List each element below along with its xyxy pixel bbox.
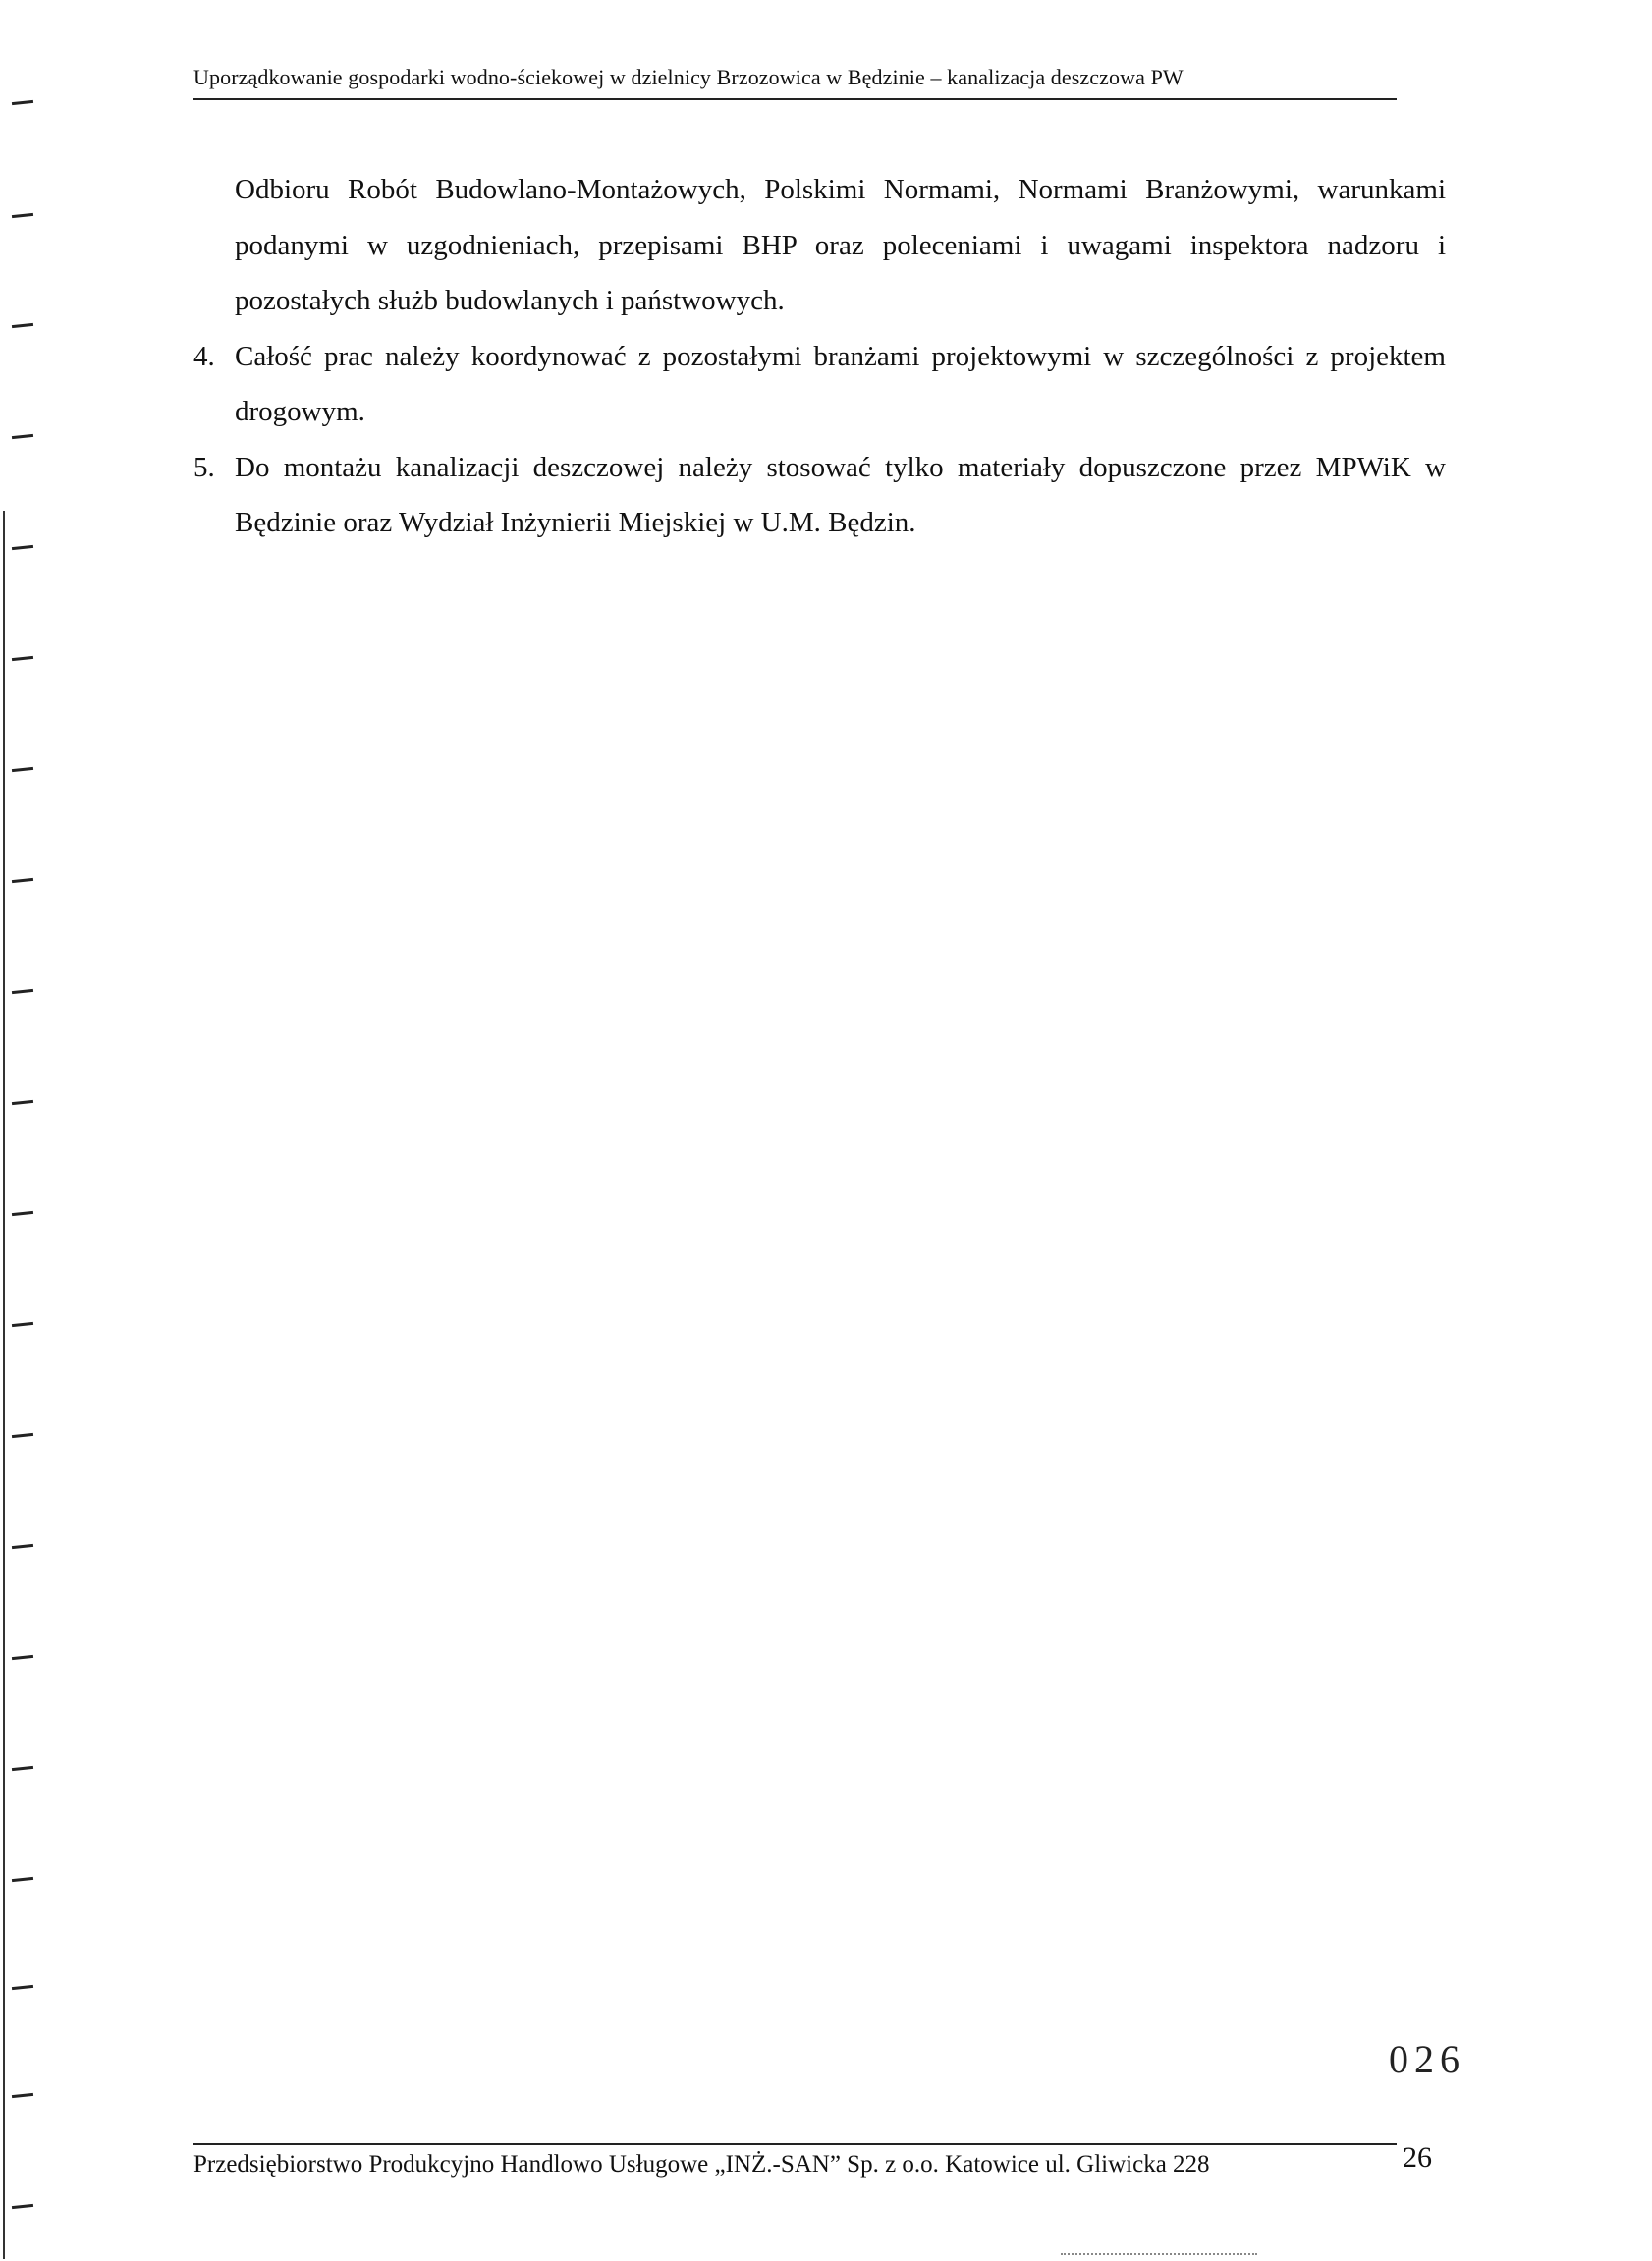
binding-mark [12, 1100, 33, 1105]
binding-edge [3, 511, 5, 2259]
continued-paragraph: Odbioru Robót Budowlano-Montażowych, Polskimi Normami, Normami Branżowymi, warunkami podanymi w uzgodnieniach, przepisami BHP oraz poleceniami i uwagami inspektora nadzoru i pozostałych służb budowlanych i państwowych. [235, 174, 1446, 316]
footer-company: Przedsiębiorstwo Produkcyjno Handlowo Usługowe „INŻ.-SAN” Sp. z o.o. Katowice ul. Gliwicka 228 [193, 2151, 1210, 2178]
binding-mark [12, 1766, 33, 1771]
binding-mark [12, 1655, 33, 1660]
binding-mark [12, 100, 33, 105]
sheet-stamp-number: 026 [1389, 2037, 1465, 2081]
binding-mark [12, 1544, 33, 1549]
binding-mark [12, 656, 33, 661]
scan-artifact [1061, 2253, 1257, 2257]
binding-mark [12, 1322, 33, 1327]
list-item-text: Całość prac należy koordynować z pozostałymi branżami projektowymi w szczególności z projektem drogowym. [235, 340, 1446, 427]
footer-divider [193, 2143, 1397, 2145]
document-body [193, 162, 1446, 551]
binding-mark [12, 2204, 33, 2209]
binding-mark [12, 878, 33, 883]
list-item-number: 5. [193, 451, 215, 483]
list-item [193, 440, 1446, 551]
list-item [193, 329, 1446, 440]
header-divider [193, 98, 1397, 100]
page-number: 26 [1403, 2141, 1432, 2174]
binding-mark [12, 434, 33, 439]
binding-mark [12, 1433, 33, 1438]
binding-mark [12, 545, 33, 550]
list-item-number: 4. [193, 340, 215, 372]
running-header: Uporządkowanie gospodarki wodno-ściekowej w dzielnicy Brzozowica w Będzinie – kanalizacja deszczowa PW [193, 65, 1184, 89]
binding-mark [12, 989, 33, 994]
binding-mark [12, 1985, 33, 1990]
binding-mark [12, 2093, 33, 2098]
list-item-text: Do montażu kanalizacji deszczowej należy stosować tylko materiały dopuszczone przez MPWiK w Będzinie oraz Wydział Inżynierii Miejskiej w U.M. Będzin. [235, 451, 1446, 538]
binding-mark [12, 1877, 33, 1882]
binding-mark [12, 1211, 33, 1216]
binding-mark [12, 767, 33, 772]
numbered-list [193, 329, 1446, 551]
binding-mark [12, 213, 33, 218]
binding-mark [12, 323, 33, 328]
